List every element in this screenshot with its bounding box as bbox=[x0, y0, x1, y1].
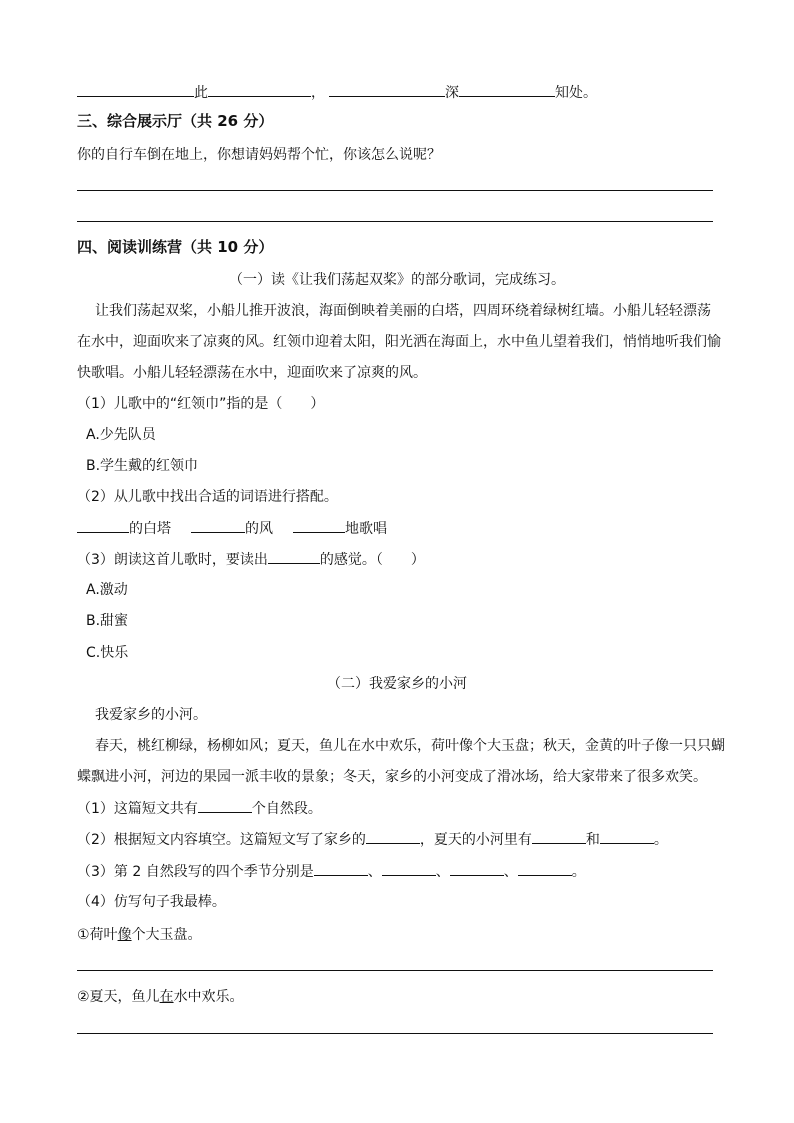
question-3 bbox=[77, 861, 586, 882]
question-2 bbox=[77, 829, 668, 850]
text: 地歌唱 bbox=[345, 521, 387, 537]
option-a: A.少先队员 bbox=[86, 427, 156, 443]
text: 、 bbox=[503, 864, 518, 880]
blank[interactable] bbox=[198, 798, 252, 813]
top-fill-line bbox=[77, 82, 597, 103]
text: 的风 bbox=[245, 521, 273, 537]
blank[interactable] bbox=[450, 861, 504, 876]
blank[interactable] bbox=[293, 518, 345, 533]
text: 和 bbox=[585, 832, 600, 848]
blank[interactable] bbox=[191, 518, 245, 533]
blank[interactable] bbox=[314, 861, 368, 876]
text: 此 bbox=[194, 85, 208, 101]
question-1 bbox=[77, 798, 322, 819]
text: （3）第 2 自然段写的四个季节分别是 bbox=[77, 864, 314, 880]
text: （3）朗读这首儿歌时，要读出 bbox=[77, 552, 268, 568]
imitation-sentence-2 bbox=[77, 987, 244, 1007]
passage-line: 我爱家乡的小河。 bbox=[95, 707, 207, 723]
text: （2）根据短文内容填空。这篇短文写了家乡的 bbox=[77, 832, 366, 848]
text: （1）这篇短文共有 bbox=[77, 801, 198, 817]
section4-heading: 四、阅读训练营（共 10 分） bbox=[77, 238, 274, 256]
text: ①荷叶 bbox=[77, 927, 118, 943]
answer-line[interactable] bbox=[77, 970, 713, 971]
text: 。 bbox=[653, 832, 668, 848]
option-a: A.激动 bbox=[86, 582, 128, 598]
blank[interactable] bbox=[459, 82, 555, 97]
blank[interactable] bbox=[77, 82, 194, 97]
question-2-fills bbox=[77, 518, 387, 539]
option-c: C.快乐 bbox=[86, 645, 129, 661]
passage-line: 让我们荡起双桨，小船儿推开波浪，海面倒映着美丽的白塔，四周环绕着绿树红墙。小船儿轻轻漂荡 bbox=[95, 303, 711, 319]
question-1: （1）儿歌中的“红领巾”指的是（ ） bbox=[77, 396, 325, 412]
section3-question: 你的自行车倒在地上，你想请妈妈帮个忙，你该怎么说呢？ bbox=[77, 147, 441, 163]
passage-line: 春天，桃红柳绿，杨柳如风；夏天，鱼儿在水中欢乐，荷叶像个大玉盘；秋天，金黄的叶子像一只只蝴 bbox=[95, 738, 725, 754]
passage-line: 快歌唱。小船儿轻轻漂荡在水中，迎面吹来了凉爽的风。 bbox=[77, 365, 427, 381]
option-b: B.甜蜜 bbox=[86, 613, 129, 629]
blank[interactable] bbox=[77, 518, 129, 533]
part1-title: （一）读《让我们荡起双桨》的部分歌词，完成练习。 bbox=[229, 272, 565, 288]
text: 的感觉。（ ） bbox=[319, 552, 425, 568]
blank[interactable] bbox=[366, 829, 420, 844]
section3-heading: 三、综合展示厅（共 26 分） bbox=[77, 112, 274, 130]
text: 、 bbox=[435, 864, 450, 880]
question-4: （4）仿写句子我最棒。 bbox=[77, 894, 226, 910]
text: 水中欢乐。 bbox=[173, 989, 244, 1005]
answer-line[interactable] bbox=[77, 1033, 713, 1034]
question-3 bbox=[77, 549, 425, 570]
blank[interactable] bbox=[382, 861, 436, 876]
text: 个自然段。 bbox=[251, 801, 322, 817]
blank[interactable] bbox=[208, 82, 311, 97]
text: 、 bbox=[367, 864, 382, 880]
blank[interactable] bbox=[600, 829, 654, 844]
passage-line: 蝶飘进小河，河边的果园一派丰收的景象；冬天，家乡的小河变成了滑冰场，给大家带来了很多欢笑。 bbox=[77, 769, 707, 785]
blank[interactable] bbox=[518, 861, 572, 876]
text: ， bbox=[311, 85, 325, 101]
keyword: 像 bbox=[117, 927, 132, 943]
blank[interactable] bbox=[329, 82, 445, 97]
keyword: 在 bbox=[159, 989, 174, 1005]
text: 深 bbox=[445, 85, 459, 101]
text: ，夏天的小河里有 bbox=[419, 832, 532, 848]
text: 。 bbox=[571, 864, 586, 880]
blank[interactable] bbox=[532, 829, 586, 844]
answer-line[interactable] bbox=[77, 221, 713, 222]
blank[interactable] bbox=[268, 549, 320, 564]
option-b: B.学生戴的红领巾 bbox=[86, 458, 199, 474]
part2-title: （二）我爱家乡的小河 bbox=[327, 676, 467, 692]
text: 的白塔 bbox=[129, 521, 171, 537]
answer-line[interactable] bbox=[77, 190, 713, 191]
text: 知处。 bbox=[555, 85, 597, 101]
imitation-sentence-1 bbox=[77, 925, 202, 945]
text: 个大玉盘。 bbox=[131, 927, 202, 943]
text: ②夏天，鱼儿 bbox=[77, 989, 160, 1005]
passage-line: 在水中，迎面吹来了凉爽的风。红领巾迎着太阳，阳光洒在海面上，水中鱼儿望着我们，悄悄地听我们愉 bbox=[77, 334, 721, 350]
question-2: （2）从儿歌中找出合适的词语进行搭配。 bbox=[77, 489, 338, 505]
